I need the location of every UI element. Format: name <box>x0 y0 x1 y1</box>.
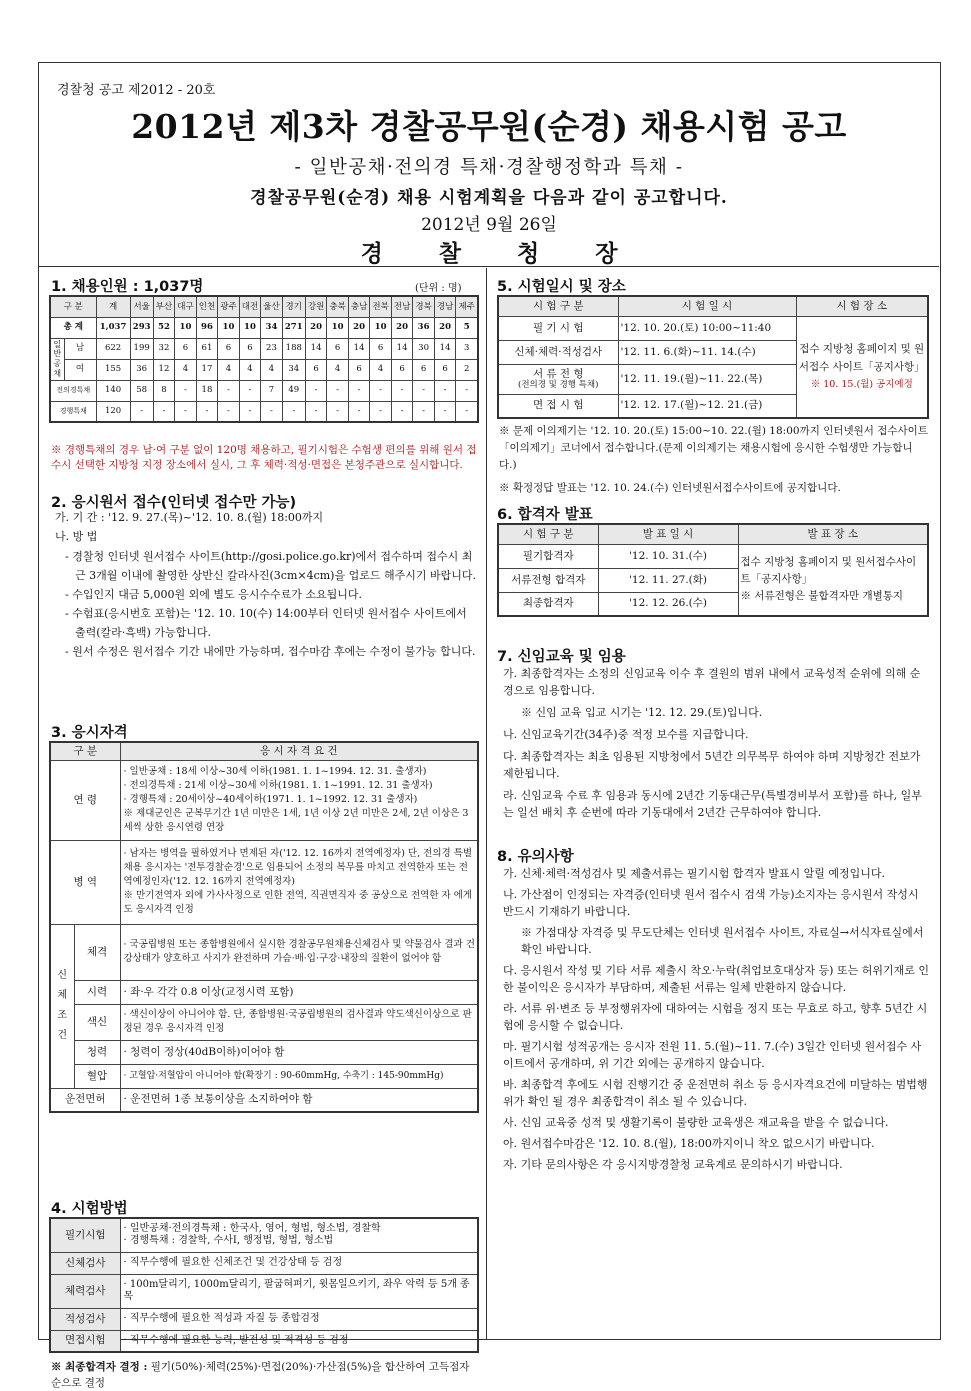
issuer: 경찰청장 <box>360 240 674 267</box>
eligibility-table <box>49 741 479 1113</box>
table-cell: 6 <box>327 338 349 359</box>
table-cell: 14 <box>348 338 370 359</box>
table-cell: 4 <box>261 359 283 380</box>
table-cell: 17 <box>196 359 218 380</box>
age-label: 연 령 <box>50 760 120 840</box>
table-cell: 14 <box>305 338 327 359</box>
recruitment-table <box>49 295 479 423</box>
schedule-date: '12. 11. 6.(화)~11. 14.(수) <box>618 340 796 364</box>
header-cell: 계 <box>96 296 130 317</box>
header-cell: 전북 <box>370 296 392 317</box>
schedule-date: '12. 12. 17.(월)~12. 21.(금) <box>618 394 796 418</box>
table-cell: 32 <box>153 338 175 359</box>
schedule-label <box>498 340 618 364</box>
table-cell: - <box>261 401 283 422</box>
table-cell: - <box>348 401 370 422</box>
schedule-note: ※ 문제 이의제기는 '12. 10. 20.(토) 15:00~10. 22.(월) 18:00까지 인터넷원서 접수사이트「이의제기」코너에서 접수합니다.(문제 이의제기는 채용시험에 응시한 수험생만 가능합니다.) <box>499 425 928 471</box>
caution-item: 아. 원서접수마감은 '12. 10. 8.(월), 18:00까지이니 착오 없으시기 바랍니다. <box>503 1137 875 1150</box>
caution-item: 다. 응시원서 작성 및 기타 서류 제출시 착오·누락(취업보호대상자 등) 또는 허위기재로 인한 불이익은 응시자가 부담하며, 제출된 서류는 일체 반환하지 않습니다. <box>503 964 929 994</box>
education-item: 라. 신임교육 수료 후 임용과 동시에 2년간 기동대근무(특별경비부서 포함)를 하나, 일부는 일선 배치 후 순번에 따라 기동대에서 2년간 근무하여야 합니다. <box>503 789 922 819</box>
column-divider <box>486 268 487 1339</box>
table-cell: 140 <box>96 380 130 401</box>
table-cell: 4 <box>327 359 349 380</box>
section-8-heading: 8. 유의사항 <box>497 849 574 865</box>
table-cell: 23 <box>261 338 283 359</box>
schedule-date: '12. 11. 19.(월)~11. 22.(목) <box>618 364 796 394</box>
drive-text: · 운전면허 1종 보통이상을 소지하여야 함 <box>120 1088 478 1112</box>
header-cell: 서울 <box>130 296 153 317</box>
caution-item: 가. 신체·체력·적성검사 및 제출서류는 필기시험 합격자 발표시 알릴 예정입니다. <box>503 867 885 880</box>
group-label: 일반공채 <box>50 338 64 380</box>
section-1-note: ※ 경행특채의 경우 남·여 구분 없이 120명 채용하고, 필기시험은 수험생 편의를 위해 원서 접수시 선택한 지방청 지정 장소에서 실시, 그 후 체력·적성·면접은 본청주관으로 실시합니다. <box>51 444 477 471</box>
body-label: 신체조건 <box>50 924 74 1088</box>
method-label: 신체검사 <box>50 1252 120 1274</box>
method-item: - 원서 수정은 원서접수 기간 내에만 가능하며, 접수마감 후에는 수정이 불가능 합니다. <box>65 645 476 658</box>
table-cell: 12 <box>153 359 175 380</box>
schedule-place <box>796 316 928 418</box>
section-6-heading: 6. 합격자 발표 <box>497 507 593 523</box>
caution-item: ※ 가점대상 자격증 및 무도단체는 인터넷 원서접수 사이트, 자료실→서식자료실에서 확인 바랍니다. <box>521 926 924 956</box>
table-cell: 49 <box>282 380 305 401</box>
table-cell: 6 <box>348 359 370 380</box>
section-2-heading: 2. 응시원서 접수(인터넷 접수만 가능) <box>51 495 297 511</box>
col-category: 구 분 <box>50 742 120 760</box>
table-cell: - <box>239 380 261 401</box>
total-cell: 34 <box>261 317 283 338</box>
table-cell: - <box>282 401 305 422</box>
announce-col: 시 험 구 분 <box>498 524 598 544</box>
table-cell: - <box>456 401 478 422</box>
table-cell: - <box>153 401 175 422</box>
section-2-method: 나. 방 법 <box>55 530 98 543</box>
table-cell: 6 <box>391 359 413 380</box>
total-cell: 10 <box>327 317 349 338</box>
announce-place-note: ※ 서류전형은 불합격자만 개별통지 <box>740 590 904 603</box>
table-cell: 6 <box>370 338 392 359</box>
hear-text: · 청력이 정상(40dB이하)이어야 함 <box>120 1040 478 1064</box>
header-cell: 충북 <box>327 296 349 317</box>
header-cell: 제주 <box>456 296 478 317</box>
final-label: ※ 최종합격자 결정 : <box>51 1361 148 1373</box>
total-cell: 20 <box>434 317 456 338</box>
table-cell: - <box>434 401 456 422</box>
table-cell: 120 <box>96 401 130 422</box>
header-cell: 충남 <box>348 296 370 317</box>
total-label: 총 계 <box>50 317 96 338</box>
section-2-items <box>65 547 479 661</box>
age-line: ※ 제대군인은 군복무기간 1년 미만은 1세, 1년 이상 2년 미만은 2세, 2년 이상은 3세씩 상한 응시연령 연장 <box>123 808 469 833</box>
page-title: 2012년 제3차 경찰공무원(순경) 채용시험 공고 <box>131 107 847 146</box>
method-item: - 수입인지 대금 5,000원 외에 별도 응시수수료가 소요됩니다. <box>65 588 362 601</box>
age-line: · 경행특채 : 20세이상~40세이하(1971. 1. 1~1992. 12. 31 출생자) <box>123 794 418 805</box>
header-cell: 인천 <box>196 296 218 317</box>
table-cell: 6 <box>434 359 456 380</box>
announce-col: 발 표 일 시 <box>598 524 738 544</box>
final-decision <box>51 1359 479 1391</box>
table-cell: - <box>370 380 392 401</box>
method-item: - 수험표(응시번호 포함)는 '12. 10. 10(수) 14:00부터 인터넷 원서접수 사이트에서 출력(칼라·흑백) 가능합니다. <box>65 607 467 639</box>
section-3-heading: 3. 응시자격 <box>51 725 128 741</box>
table-cell: 58 <box>130 380 153 401</box>
education-item: 나. 신임교육기간(34주)중 적정 보수를 지급합니다. <box>503 728 749 741</box>
method-item: - 경찰청 인터넷 원서접수 사이트(http://gosi.police.go.kr)에서 접수하며 접수시 최근 3개월 이내에 촬영한 상반신 칼라사진(3cm×4cm)을 업로드 해주시기 바랍니다. <box>65 550 476 582</box>
place-text: 접수 지방청 홈페이지 및 원서접수 사이트「공지사항」 <box>798 342 925 373</box>
section-1-heading: 1. 채용인원 : 1,037명 <box>51 279 204 295</box>
total-cell: 96 <box>196 317 218 338</box>
announce-label: 최종합격자 <box>498 592 598 616</box>
bp-text: · 고혈압·저혈압이 아니어야 함(확장기 : 90-60mmHg, 수축기 : 145-90mmHg) <box>120 1064 478 1088</box>
announce-col: 발 표 장 소 <box>738 524 928 544</box>
header-cell: 대구 <box>175 296 197 317</box>
exam-method-table <box>49 1217 479 1353</box>
table-cell: 2 <box>456 359 478 380</box>
table-cell: - <box>130 401 153 422</box>
caution-item: 나. 가산점이 인정되는 자격증(인터넷 원서 접수시 검색 가능)소지자는 응시원서 작성시 반드시 기재하기 바랍니다. <box>503 888 919 918</box>
caution-item: 자. 기타 문의사항은 각 응시지방경찰청 교육계로 문의하시기 바랍니다. <box>503 1158 843 1171</box>
total-cell: 36 <box>413 317 435 338</box>
total-cell: 10 <box>370 317 392 338</box>
education-item: 다. 최종합격자는 최초 임용된 지방청에서 5년간 의무복무 하여야 하며 지방청간 전보가 제한됩니다. <box>503 750 921 780</box>
intro-text: 경찰공무원(순경) 채용 시험계획을 다음과 같이 공고합니다. <box>250 188 728 208</box>
table-cell: - <box>175 380 197 401</box>
result-announcement-table <box>497 523 929 617</box>
announce-label: 서류전형 합격자 <box>498 568 598 592</box>
total-cell: 10 <box>175 317 197 338</box>
table-cell: - <box>175 401 197 422</box>
table-cell: 36 <box>130 359 153 380</box>
schedule-col: 시 험 장 소 <box>796 296 928 316</box>
table-cell: - <box>196 401 218 422</box>
table-cell: 622 <box>96 338 130 359</box>
table-cell: - <box>348 380 370 401</box>
total-cell: 271 <box>282 317 305 338</box>
table-cell: 14 <box>391 338 413 359</box>
table-cell: 7 <box>261 380 283 401</box>
age-line: · 전의경특채 : 21세 이상~30세 이하(1981. 1. 1~1991. 12. 31 출생자) <box>123 780 433 791</box>
color-label: 색신 <box>74 1004 120 1040</box>
row-label: 전의경특채 <box>50 380 96 401</box>
method-label: 필기시험 <box>50 1218 120 1252</box>
method-text: · 직무수행에 필요한 신체조건 및 건강상태 등 검정 <box>120 1252 478 1274</box>
caution-item: 라. 서류 위·변조 등 부정행위자에 대하여는 시험을 정지 또는 무효로 하고, 향후 5년간 시험에 응시할 수 없습니다. <box>503 1002 928 1032</box>
drive-label: 운전면허 <box>50 1088 120 1112</box>
subtitle: - 일반공채·전의경 특채·경찰행정학과 특채 - <box>294 157 684 178</box>
total-cell: 10 <box>239 317 261 338</box>
method-label: 체력검사 <box>50 1274 120 1308</box>
table-cell: 4 <box>218 359 240 380</box>
header-cell: 전남 <box>391 296 413 317</box>
sight-label: 시력 <box>74 980 120 1004</box>
notice-number: 경찰청 공고 제2012 - 20호 <box>57 83 216 98</box>
schedule-sub: (전의경 및 경행 특채) <box>518 380 599 391</box>
schedule-note: ※ 확정정답 발표는 '12. 10. 24.(수) 인터넷원서접수사이트에 공지합니다. <box>499 482 841 494</box>
unit-label: (단위 : 명) <box>415 283 462 294</box>
table-cell: 6 <box>239 338 261 359</box>
table-cell: - <box>413 401 435 422</box>
table-cell: 3 <box>456 338 478 359</box>
schedule-label-text: 면 접 시 험 <box>532 399 584 412</box>
method-text: · 직무수행에 필요한 능력, 발전성 및 적격성 등 검정 <box>120 1330 478 1352</box>
announce-date: '12. 10. 31.(수) <box>598 544 738 568</box>
header-cell: 광주 <box>218 296 240 317</box>
schedule-date: '12. 10. 20.(토) 10:00~11:40 <box>618 316 796 340</box>
exam-schedule-table <box>497 295 929 419</box>
caution-item: 사. 신임 교육중 성적 및 생활기록이 불량한 교육생은 재교육을 받을 수 없습니다. <box>503 1116 889 1129</box>
table-cell: - <box>413 380 435 401</box>
age-line: · 일반공채 : 18세 이상~30세 이하(1981. 1. 1~1994. 12. 31. 출생자) <box>123 766 427 777</box>
table-cell: - <box>305 380 327 401</box>
schedule-label <box>498 394 618 418</box>
total-cell: 10 <box>218 317 240 338</box>
table-cell: 6 <box>175 338 197 359</box>
notice-date: 2012년 9월 26일 <box>421 215 557 235</box>
section-7-heading: 7. 신임교육 및 임용 <box>497 649 626 665</box>
table-cell: 199 <box>130 338 153 359</box>
table-cell: 155 <box>96 359 130 380</box>
announce-place <box>738 544 928 616</box>
col-requirements: 응 시 자 격 요 건 <box>120 742 478 760</box>
table-cell: - <box>327 380 349 401</box>
header-cell: 대전 <box>239 296 261 317</box>
table-cell: - <box>434 380 456 401</box>
table-cell: 8 <box>153 380 175 401</box>
table-cell: 4 <box>239 359 261 380</box>
total-cell: 20 <box>348 317 370 338</box>
section-2-period: 가. 기 간 : '12. 9. 27.(목)~'12. 10. 8.(월) 18:00까지 <box>55 511 324 524</box>
schedule-label-text: 신체·체력·적성검사 <box>514 345 603 358</box>
table-cell: 4 <box>175 359 197 380</box>
schedule-col: 시 험 구 분 <box>498 296 618 316</box>
schedule-label-text: 필 기 시 험 <box>532 321 584 334</box>
table-cell: - <box>305 401 327 422</box>
table-cell: - <box>218 401 240 422</box>
total-cell: 293 <box>130 317 153 338</box>
military-line: · 남자는 병역을 필하였거나 면제된 자('12. 12. 16까지 전역예정자) 단, 전의경 특별채용 응시자는 '전투경찰순경'으로 임용되어 소정의 복무를 마치고 전역한자 또는 전역예정인자('12. 12. 16까지 전역예정자) <box>123 848 473 887</box>
schedule-label <box>498 364 618 394</box>
military-line: ※ 만기전역자 외에 가사사정으로 인한 전역, 직권면직자 중 공상으로 전역한 자 에게도 응시자격 인정 <box>123 890 473 915</box>
military-requirements <box>120 840 478 924</box>
row-label: 남 <box>64 338 96 359</box>
age-requirements <box>120 760 478 840</box>
table-cell: 34 <box>282 359 305 380</box>
table-cell: - <box>327 401 349 422</box>
header-cell: 경기 <box>282 296 305 317</box>
header <box>39 63 939 267</box>
announce-label: 필기합격자 <box>498 544 598 568</box>
total-cell: 52 <box>153 317 175 338</box>
table-cell: - <box>239 401 261 422</box>
table-cell: 61 <box>196 338 218 359</box>
row-label: 경행특채 <box>50 401 96 422</box>
header-cell: 경남 <box>434 296 456 317</box>
education-item: 가. 최종합격자는 소정의 신임교육 이수 후 결원의 범위 내에서 교육성적 순위에 의해 순경으로 임용합니다. <box>503 667 921 697</box>
total-cell: 20 <box>305 317 327 338</box>
table-cell: 18 <box>196 380 218 401</box>
notice-page <box>38 62 941 1389</box>
header-cell: 울산 <box>261 296 283 317</box>
table-cell: - <box>456 380 478 401</box>
section-5-heading: 5. 시험일시 및 장소 <box>497 279 626 295</box>
phys-text: · 국공립병원 또는 종합병원에서 실시한 경찰공무원채용신체검사 및 약물검사 결과 건강상태가 양호하고 사지가 완전하며 가슴·배·입·구강·내장의 질환이 없어야 함 <box>120 924 478 980</box>
caution-item: 바. 최종합격 후에도 시험 진행기간 중 운전면허 취소 등 응시자격요건에 미달하는 범법행위가 확인 될 경우 최종합격이 취소 될 수 있습니다. <box>503 1078 928 1108</box>
table-cell: 14 <box>434 338 456 359</box>
row-label: 여 <box>64 359 96 380</box>
header-cell: 구 분 <box>50 296 96 317</box>
table-cell: - <box>370 401 392 422</box>
hear-label: 청력 <box>74 1040 120 1064</box>
method-text: · 일반공채·전의경특채 : 한국사, 영어, 형법, 형소법, 경찰학 · 경행특채 : 경찰학, 수사Ⅰ, 행정법, 형법, 형소법 <box>120 1218 478 1252</box>
schedule-label <box>498 316 618 340</box>
table-cell: 30 <box>413 338 435 359</box>
schedule-col: 시 험 일 시 <box>618 296 796 316</box>
section-7-items <box>503 665 929 826</box>
total-cell: 1,037 <box>96 317 130 338</box>
bp-label: 혈압 <box>74 1064 120 1088</box>
caution-item: 마. 필기시험 성적공개는 응시자 전원 11. 5.(월)~11. 7.(수) 3일간 인터넷 원서접수 사이트에서 공개하며, 위 기간 외에는 공개하지 않습니다. <box>503 1040 922 1070</box>
method-text: · 100m달리기, 1000m달리기, 팔굽혀펴기, 윗몸일으키기, 좌우 악력 등 5개 종목 <box>120 1274 478 1308</box>
table-cell: - <box>218 380 240 401</box>
table-cell: 6 <box>305 359 327 380</box>
final-text: 필기(50%)·체력(25%)·면접(20%)·가산점(5%)을 합산하여 고득점자순으로 결정 <box>51 1361 470 1389</box>
header-cell: 경북 <box>413 296 435 317</box>
total-cell: 5 <box>456 317 478 338</box>
table-cell: - <box>391 380 413 401</box>
phys-label: 체격 <box>74 924 120 980</box>
table-cell: 6 <box>218 338 240 359</box>
education-item: ※ 신임 교육 입교 시기는 '12. 12. 29.(토)입니다. <box>521 706 763 719</box>
total-cell: 20 <box>391 317 413 338</box>
section-4-heading: 4. 시험방법 <box>51 1201 128 1217</box>
table-cell: 6 <box>413 359 435 380</box>
table-cell: 188 <box>282 338 305 359</box>
table-cell: - <box>391 401 413 422</box>
schedule-label-text: 서 류 전 형 <box>532 367 584 380</box>
sight-text: · 좌·우 각각 0.8 이상(교정시력 포함) <box>120 980 478 1004</box>
header-cell: 부산 <box>153 296 175 317</box>
section-5-notes <box>499 423 929 503</box>
section-8-items <box>503 865 929 1177</box>
announce-date: '12. 12. 26.(수) <box>598 592 738 616</box>
table-cell: 4 <box>370 359 392 380</box>
method-label: 면접시험 <box>50 1330 120 1352</box>
color-text: · 색신이상이 아니어야 함. 단, 종합병원·국공립병원의 검사결과 약도색신이상으로 판정된 경우 응시자격 인정 <box>120 1004 478 1040</box>
method-text: · 직무수행에 필요한 적성과 자질 등 종합검정 <box>120 1308 478 1330</box>
announce-place-text: 접수 지방청 홈페이지 및 원서접수사이트「공지사항」 <box>740 556 917 586</box>
place-note: ※ 10. 15.(월) 공지예정 <box>810 378 913 390</box>
method-label: 적성검사 <box>50 1308 120 1330</box>
header-cell: 강원 <box>305 296 327 317</box>
announce-date: '12. 11. 27.(화) <box>598 568 738 592</box>
military-label: 병 역 <box>50 840 120 924</box>
